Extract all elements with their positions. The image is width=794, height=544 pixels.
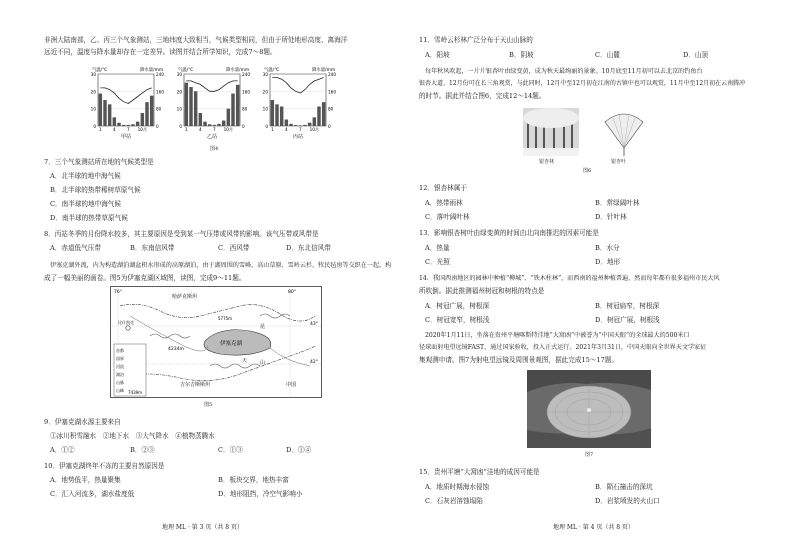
precip-bar-0-4 [117,123,120,126]
q13-option-a: A．热量 [425,244,450,252]
q9-option-d: D．①④ [286,446,312,454]
climate-charts [86,64,336,146]
month-tick-1-2: 7 [212,127,216,132]
map-legend-0: 首都 [116,348,124,353]
q7-option-d: D．南半球的热带草原气候 [50,214,128,222]
ginkgo-forest-svg [523,108,579,156]
precip-bar-1-0 [185,83,188,126]
precip-bar-1-7 [217,124,220,126]
precip-bar-1-9 [227,109,230,126]
precip-tick-2-2: 80 [328,106,334,112]
map-country-kyrgyzstan: 吉尔吉斯斯坦 [180,382,211,388]
q7-option-b: B．北半球的热带稀树草原气候 [50,186,141,194]
q14-option-b: B．树冠扁窄，树根深 [595,302,660,310]
fig5-caption: 图5 [204,402,213,408]
temp-tick-0-1: 20 [90,89,96,95]
q11-option-c: C．山麓 [595,51,620,59]
precip-bar-1-3 [199,113,202,126]
q15-option-a: A．地质时期海水侵蚀 [425,483,490,491]
q8-option-a: A．赤道低气压带 [50,244,101,252]
temp-tick-2-1: 20 [262,89,268,95]
precip-bar-0-0 [99,94,102,127]
q8-option-d: D．东北信风带 [286,244,331,252]
precip-tick-2-0: 240 [328,72,336,77]
q11-option-a: A．阳坡 [425,51,450,59]
temp-axis-label-1: 气温/℃ [178,68,194,73]
precip-bar-2-10 [317,107,320,127]
q9-option-b: B．②③ [130,446,155,454]
passage3-line-2: 银杏大道、12月份可在长三角观赏，与此同时，12月中至12月初在江南的古镇中也可以观赏，11月中至12月初在云南腾冲 [419,80,746,87]
fig7-caption: 图7 [585,452,594,458]
precip-bar-1-2 [194,91,197,126]
fig4-caption: 图4 [210,146,219,152]
fig6-label-forest: 银杏林 [539,159,555,165]
ginkgo-leaf-drawing [597,108,651,156]
q15-option-d: D．岩浆喷发的火山口 [595,497,660,505]
map-lat-top: 43° [310,322,318,327]
temp-tick-0-3: 0 [93,124,96,129]
precip-axis-label-1: 降水量/mm [226,68,250,73]
temp-tick-2-0: 30 [262,72,268,77]
map-country-kazakhstan: 哈萨克斯坦 [172,294,198,300]
precip-tick-0-3: 0 [156,124,159,129]
month-tick-0-0: 1 [98,127,102,132]
temp-tick-1-3: 0 [179,124,182,129]
passage2-line-2: 成了一幅美丽的画卷。图5为伊塞克湖区域图，读图，完成9～11题。 [44,274,246,282]
precip-bar-0-11 [150,96,153,126]
precip-bar-1-6 [213,125,216,126]
precip-bar-2-11 [322,102,325,126]
right-page [397,0,794,544]
map-peak-elev: 4234m [168,347,184,352]
left-footer: 地理 ML · 第 3 页（共 8 页） [162,524,244,531]
precip-bar-0-6 [127,125,130,126]
temp-axis-label-2: 气温/℃ [264,68,280,73]
precip-tick-1-1: 160 [242,89,250,95]
temp-tick-2-2: 10 [262,106,268,112]
map-elev2: 5775m [218,316,233,321]
month-tick-2-1: 4 [284,127,288,132]
temp-tick-1-1: 20 [176,89,182,95]
temp-tick-0-0: 30 [90,72,96,77]
passage4-line-1: 2020年1月11日，坐落在贵州平塘喀斯特洼地“大窝凼”中被誉为“中国天眼”的全球最大的500米口 [425,332,690,339]
q12-option-b: B．常绿阔叶林 [595,199,640,207]
q9-option-a: A．①② [50,446,75,454]
precip-tick-1-2: 80 [242,106,248,112]
intro-line-1: 非洲大陆南部，乙、丙三个气象测站，三地纬度大致相当，气候类型相同，但由于所处地形高度、离海洋 [44,36,348,44]
temp-axis-label-0: 气温/℃ [92,68,108,73]
map-elev3: 7439m [128,390,143,395]
precip-bar-0-9 [141,113,144,126]
q11-option-b: B．阴坡 [509,51,534,59]
climate-charts-svg [86,64,336,146]
q12-option-d: D．针叶林 [595,213,627,221]
map-svg [110,286,322,398]
precip-axis-label-2: 降水量/mm [312,68,336,73]
map-china: 中国 [286,382,297,388]
map-legend-2: 河流 [116,364,124,369]
precip-bar-0-1 [103,100,106,126]
station-name-2: 丙站 [292,134,304,140]
temp-tick-2-3: 0 [265,124,268,129]
passage4-line-3: 集观测申请。图7为射电望远镜及周围景观图，据此完成15～17题。 [419,356,619,364]
q13-option-d: D．地形 [595,258,621,266]
fig6-caption: 图6 [583,168,592,174]
precip-bar-1-4 [203,122,206,126]
q10-option-b: B．板块交界，地热丰富 [218,476,289,484]
precip-tick-0-2: 80 [156,106,162,112]
precip-tick-1-0: 240 [242,72,250,77]
precip-bar-1-5 [208,124,211,126]
month-tick-2-2: 7 [298,127,302,132]
map-legend-4: 山脉 [116,380,124,385]
map-lake-label: 伊塞克湖 [220,341,243,347]
q7-option-c: C．南半球的地中海气候 [50,200,121,208]
precip-bar-1-8 [222,121,225,126]
month-tick-1-1: 4 [198,127,202,132]
passage3-line-1: 每年秋风吹起，一片片银杏叶由绿变黄，成为秋天最绚丽的景象。10月底至11月初可以去北京的钓鱼台 [425,68,703,75]
q14-option-a: A．树冠广展，树根深 [425,302,490,310]
passage4-line-2: 径球面射电望远镜FAST，通过国家验收，投入正式运行。2021年3月31日，中国天眼向全世界天文学家征 [419,344,707,351]
precip-bar-0-2 [108,104,111,126]
month-tick-2-3: 10月 [309,127,320,132]
q11-option-d: D．山顶 [683,51,709,59]
month-tick-0-1: 4 [112,127,116,132]
q8-option-c: C．西风带 [218,244,250,252]
precip-bar-1-1 [189,87,192,126]
q10-option-c: C．汇入河流多，湖水盐度低 [50,490,135,498]
month-tick-0-3: 10月 [137,127,148,132]
precip-bar-2-3 [285,120,288,127]
map-range-north: 昆 [260,324,266,330]
month-tick-0-2: 7 [126,127,130,132]
map-legend-5: 山峰 [116,388,124,393]
precip-bar-2-0 [271,100,274,126]
precip-bar-0-3 [113,117,116,126]
fig6-label-leaf: 银杏叶 [611,159,627,165]
temp-tick-1-2: 10 [176,106,182,112]
precip-tick-1-3: 0 [242,124,245,129]
map-lat-bottom: 42° [310,360,318,365]
precip-tick-0-0: 240 [156,72,164,77]
fast-telescope-svg [527,370,651,448]
precip-bar-2-5 [294,125,297,126]
precip-bar-2-9 [313,117,316,126]
q13-stem: 13．影响银杏树叶由绿变黄的时间由北向南推迟的因素可能是 [419,229,599,237]
q14-stem: 14．我国西南地区的园林中种植“柳城”、“铁木柱林”，而西南的福州种植普遍，然而每年都有很多福州市民大风 [419,275,720,282]
precip-bar-2-8 [308,123,311,126]
temp-tick-1-0: 30 [176,72,182,77]
q13-option-b: B．水分 [595,244,620,252]
q9-option-c: C．①③ [218,446,243,454]
precip-bar-0-8 [136,122,139,126]
precip-tick-2-3: 0 [328,124,331,129]
q9-items: ①冰川积雪融水 ②地下水 ③大气降水 ④植物蒸腾水 [50,432,215,440]
month-tick-1-3: 10月 [223,127,234,132]
q10-option-d: D．地形阻挡，冷空气影响小 [218,490,303,498]
q14-option-d: D．树冠广展，树根浅 [595,316,660,324]
passage2-line-1: 伊塞克湖外流，内为构造湖泊湖盆积水形成的高原湖泊，由于湖周围的雪峰、高山草原、雪岭云杉、牧民毡房等交织在一起，构 [50,262,392,269]
precip-bar-2-1 [275,104,278,126]
precip-bar-0-7 [131,124,134,126]
q15-option-b: B．陨石撞击的深坑 [595,483,653,491]
q12-option-c: C．落叶阔叶林 [425,213,470,221]
q8-option-b: B．东南信风带 [130,244,175,252]
q14-stem-2: 所吹倒。据此推测福州树冠和树根的特点是 [419,287,545,295]
precip-bar-1-11 [236,85,239,126]
passage3-line-3: 的时节。据此并结合图6，完成12～14题。 [419,92,546,100]
map-range-south: 山 [260,360,266,366]
precip-bar-1-10 [231,94,234,127]
precip-bar-2-6 [299,125,302,126]
precip-bar-2-4 [289,124,292,126]
q9-stem: 9．伊塞克湖水源主要来自 [44,418,121,426]
q10-stem: 10．伊塞克湖终年不冻的主要自然原因是 [44,462,165,470]
issyk-kul-map [110,286,322,398]
precip-bar-0-5 [122,125,125,126]
precip-axis-label-0: 降水量/mm [140,68,164,73]
right-footer: 地理 ML · 第 4 页（共 8 页） [553,524,635,531]
q15-stem: 15．贵州平塘“大窝凼”洼地的成因可能是 [419,468,540,476]
q13-option-c: C．光照 [425,258,450,266]
map-lon-right: 80° [288,290,296,295]
map-lon-left: 76° [114,290,122,295]
q7-option-a: A．北半球的地中海气候 [50,172,121,180]
station-name-0: 甲站 [120,134,132,140]
precip-tick-2-1: 160 [328,89,336,95]
q14-option-c: C．树冠宽窄，树根浅 [425,316,490,324]
ginkgo-leaf-svg [597,108,651,156]
q11-stem: 11．雪岭云杉林广泛分布于天山山脉的 [419,36,533,44]
map-legend-3: 湖泊 [116,372,124,377]
precip-bar-2-7 [303,125,306,126]
month-tick-1-0: 1 [184,127,188,132]
q12-option-a: A．热带雨林 [425,199,463,207]
ginkgo-forest-photo [523,108,579,156]
map-range-tian: 天 [242,358,248,364]
intro-line-2: 远近不同，温度与降水量却存在一定差异。读图并结合所学知识，完成7～8题。 [44,48,277,56]
q12-stem: 12．银杏林属于 [419,184,467,192]
q8-stem: 8．丙站冬季的月份降水较多，其主要原因是受到某一气压带或风带的影响。该气压带或风带是 [44,230,319,238]
precip-bar-2-2 [280,107,283,127]
q15-option-c: C．石灰岩溶蚀塌陷 [425,497,483,505]
map-legend-1: 国界 [116,356,124,361]
fast-telescope-photo [527,370,651,448]
precip-tick-0-1: 160 [156,89,164,95]
q10-option-a: A．地势低平，热量聚集 [50,476,121,484]
month-tick-2-0: 1 [270,127,274,132]
precip-bar-0-10 [145,102,148,126]
q7-stem: 7．三个气象测站所在地的气候类型是 [44,158,154,166]
map-city: 比什凯克 [118,320,134,325]
station-name-1: 乙站 [206,134,218,140]
temp-tick-0-2: 10 [90,106,96,112]
